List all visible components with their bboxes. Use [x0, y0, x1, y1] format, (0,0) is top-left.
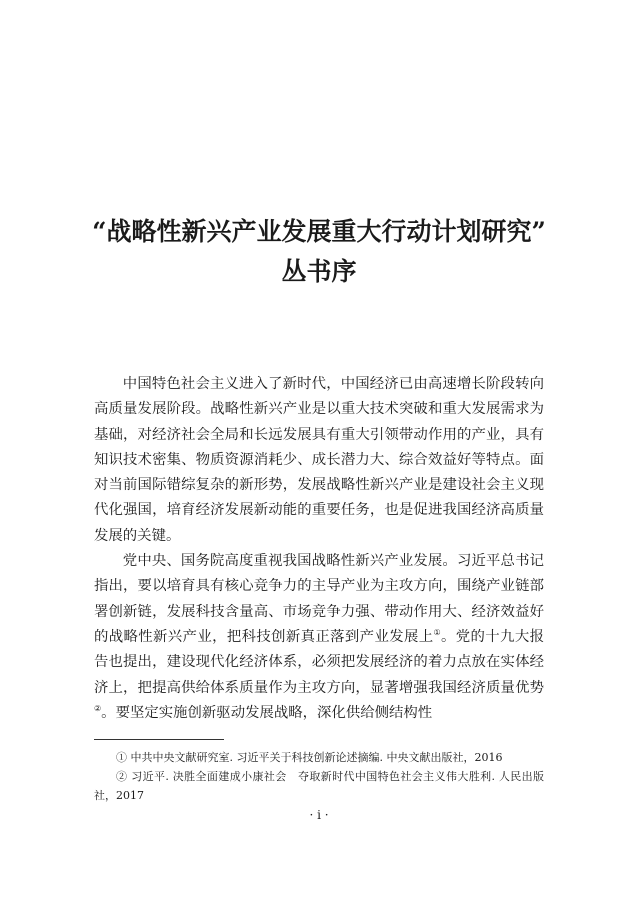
paragraph-2-part-a: 党中央、国务院高度重视我国战略性新兴产业发展。习近平总书记指出，要以培育具有核心竞争力的主导产业为主攻方向，围绕产业链部署创新链，发展科技含量高、市场竞争力强、带动作用大、经济效益好的战略性新兴产业，把科技创新真正落到产业发展上	[94, 553, 544, 645]
page-number: · i ·	[309, 808, 329, 822]
footnote-ref-1: ①	[433, 628, 442, 638]
footnotes	[94, 748, 544, 805]
footnote-2: ② 习近平. 决胜全面建成小康社会 夺取新时代中国特色社会主义伟大胜利. 人民出版社，2017	[94, 770, 544, 802]
paragraph-2-part-b: 。党的十九大报告也提出，建设现代化经济体系，必须把发展经济的着力点放在实体经济上，把提高供给体系质量作为主攻方向，显著增强我国经济质量优势	[94, 628, 544, 696]
preface-body	[94, 372, 544, 726]
paragraph-2-part-c: 。要坚定实施创新驱动发展战略，深化供给侧结构性	[101, 704, 433, 721]
footnote-ref-2: ②	[94, 704, 102, 714]
footnote-1: ① 中共中央文献研究室. 习近平关于科技创新论述摘编. 中央文献出版社，2016	[116, 751, 503, 764]
title-line-1: “战略性新兴产业发展重大行动计划研究”	[92, 217, 546, 246]
book-series-title	[0, 212, 638, 292]
paragraph-2	[94, 549, 544, 726]
footnote-divider	[94, 739, 224, 740]
title-line-2: 丛书序	[281, 257, 357, 286]
paragraph-1: 中国特色社会主义进入了新时代，中国经济已由高速增长阶段转向高质量发展阶段。战略性新兴产业是以重大技术突破和重大发展需求为基础，对经济社会全局和长远发展具有重大引领带动作用的产业，具有知识技术密集、物质资源消耗少、成长潜力大、综合效益好等特点。面对当前国际错综复杂的新形势，发展战略性新兴产业是建设社会主义现代化强国，培育经济发展新动能的重要任务，也是促进我国经济高质量发展的关键。	[94, 376, 544, 544]
